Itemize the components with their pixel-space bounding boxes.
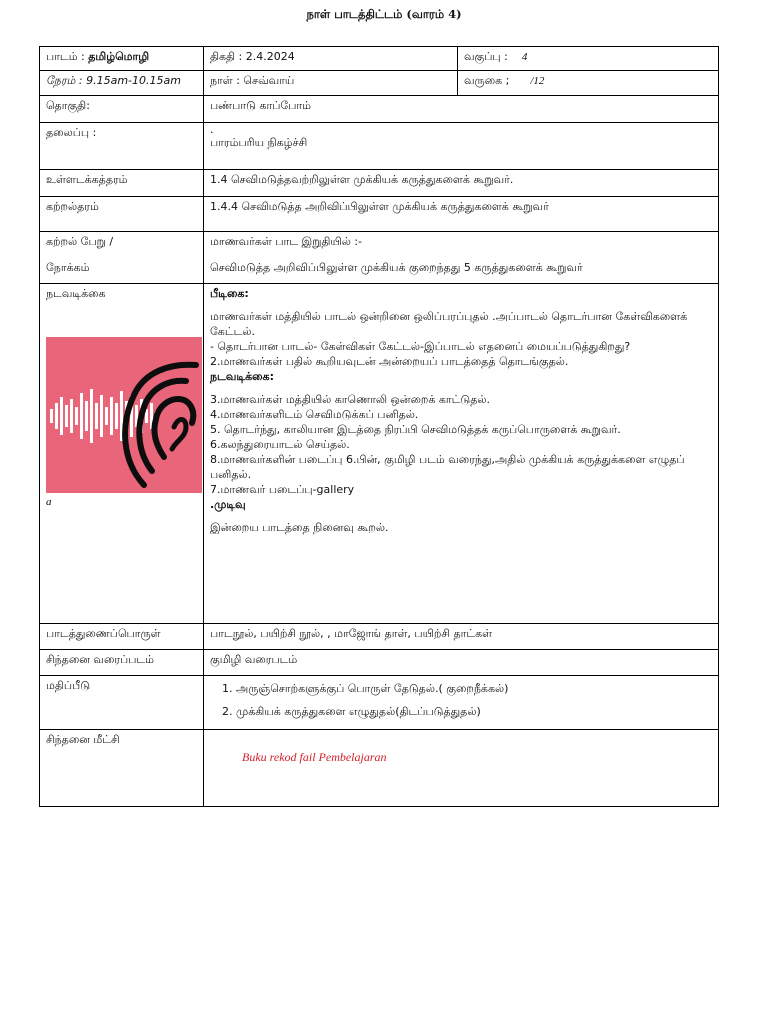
intro-line-1: மாணவர்கள் மத்தியில் பாடல் ஒன்றினை ஒலிப்பரப்புதல் .அப்பாடல் தொடர்பான கேள்விகளைக் கேட்டல். — [210, 310, 688, 338]
objective-value-1: மாணவர்கள் பாட இறுதியில் :- — [210, 235, 363, 248]
step-5: 5. தொடர்ந்து, காலியான இடத்தை நிரப்பி செவிமடுத்தக் கருப்பொருளைக் கூறுவர். — [210, 423, 621, 436]
page-title: நாள் பாடத்திட்டம் (வாரம் 4) — [306, 7, 462, 21]
objective-value-2: செவிமடுத்த அறிவிப்பிலுள்ள முக்கியக் குறைந்தது 5 கருத்துகளைக் கூறுவர் — [210, 261, 583, 274]
reflection-cell — [204, 730, 719, 807]
objective-value-cell — [204, 232, 719, 284]
reflection-value: Buku rekod fail Pembelajaran — [242, 750, 387, 764]
activity-label: நடவடிக்கை — [46, 287, 106, 300]
intro-heading: பீடிகை: — [210, 287, 249, 300]
content-standard-value: 1.4 செவிமடுத்தவற்றிலுள்ள முக்கியக் கருத்துகளைக் கூறுவர். — [204, 170, 719, 197]
objective-label-2: நோக்கம் — [46, 261, 90, 274]
row-objective — [40, 232, 719, 284]
assessment-label: மதிப்பீடு — [40, 676, 204, 730]
listening-ear-soundwave-icon — [46, 337, 202, 493]
lesson-plan-table — [39, 46, 719, 807]
activity-caption: a — [46, 496, 52, 508]
intro-line-2: - தொடர்பான பாடல்- கேள்விகள் கேட்டல்-இப்பாடல் எதனைப் மையப்படுத்துகிறது? — [210, 340, 631, 353]
step-7: 7.மாணவர் படைப்பு-gallery — [210, 483, 355, 496]
class-cell: வகுப்பு : 4 — [458, 47, 719, 71]
closing-line-1: இன்றைய பாடத்தை நினைவு கூறல். — [210, 521, 389, 534]
closing-heading: .முடிவு — [210, 498, 246, 511]
assessment-list — [210, 681, 712, 719]
content-standard-label: உள்ளடக்கத்தரம் — [40, 170, 204, 197]
step-8: 8.மாணவர்களின் படைப்பு 6.பின், குமிழி படம் வரைந்து,அதில் முக்கியக் கருத்துக்களை எழுதப் பனிதல். — [210, 453, 685, 481]
assessment-cell — [204, 676, 719, 730]
row-activity — [40, 284, 719, 624]
subject-cell: பாடம் : தமிழ்மொழி — [40, 47, 204, 71]
row-materials — [40, 624, 719, 650]
step-6: 6.கலந்துரையாடல் செய்தல். — [210, 438, 350, 451]
row-subject — [40, 47, 719, 71]
heading-dot: . — [210, 123, 214, 136]
row-heading — [40, 123, 719, 170]
materials-label: பாடத்துணைப்பொருள் — [40, 624, 204, 650]
row-reflection — [40, 730, 719, 807]
row-learning-standard — [40, 197, 719, 232]
step-3: 3.மாணவர்கள் மத்தியில் காணொலி ஒன்றைக் காட்டுதல். — [210, 393, 491, 406]
objective-label-1: கற்றல் பேறு / — [46, 235, 114, 248]
reflection-label: சிந்தனை மீட்சி — [40, 730, 204, 807]
topic-value: பண்பாடு காப்போம் — [204, 96, 719, 123]
row-content-standard — [40, 170, 719, 197]
row-topic — [40, 96, 719, 123]
intro-line-3: 2.மாணவர்கள் பதில் கூறியவுடன் அன்றையப் பாடத்தைத் தொடங்குதல். — [210, 355, 569, 368]
steps-heading: நடவடிக்கை: — [210, 370, 274, 383]
learning-standard-value: 1.4.4 செவிமடுத்த அறிவிப்பிலுள்ள முக்கியக் கருத்துகளைக் கூறுவர் — [204, 197, 719, 232]
date-cell: திகதி : 2.4.2024 — [204, 47, 458, 71]
assessment-item: 1. அருஞ்சொற்களுக்குப் பொருள் தேடுதல்.( குறைநீக்கல்) — [236, 681, 712, 696]
step-4: 4.மாணவர்களிடம் செவிமடுக்கப் பனிதல். — [210, 408, 419, 421]
row-time — [40, 71, 719, 96]
learning-standard-label: கற்றல்தரம் — [40, 197, 204, 232]
time-cell: நேரம் : 9.15am-10.15am — [40, 71, 204, 96]
attendance-cell: வருகை ; /12 — [458, 71, 719, 96]
assessment-item: 2. முக்கியக் கருத்துகளை எழுதுதல்(திடப்படுத்துதல்) — [236, 704, 712, 719]
heading-label: தலைப்பு : — [40, 123, 204, 170]
objective-label-cell — [40, 232, 204, 284]
thinking-map-value: குமிழி வரைபடம் — [204, 650, 719, 676]
activity-content — [204, 284, 719, 624]
activity-label-cell — [40, 284, 204, 624]
row-thinking-map — [40, 650, 719, 676]
row-assessment — [40, 676, 719, 730]
heading-value-cell — [204, 123, 719, 170]
thinking-map-label: சிந்தனை வரைப்படம் — [40, 650, 204, 676]
topic-label: தொகுதி: — [40, 96, 204, 123]
materials-value: பாடநூல், பயிற்சி நூல், , மாஜோங் தாள், பயிற்சி தாட்கள் — [204, 624, 719, 650]
heading-value: பாரம்பரிய நிகழ்ச்சி — [210, 136, 308, 149]
day-cell: நாள் : செவ்வாய் — [204, 71, 458, 96]
